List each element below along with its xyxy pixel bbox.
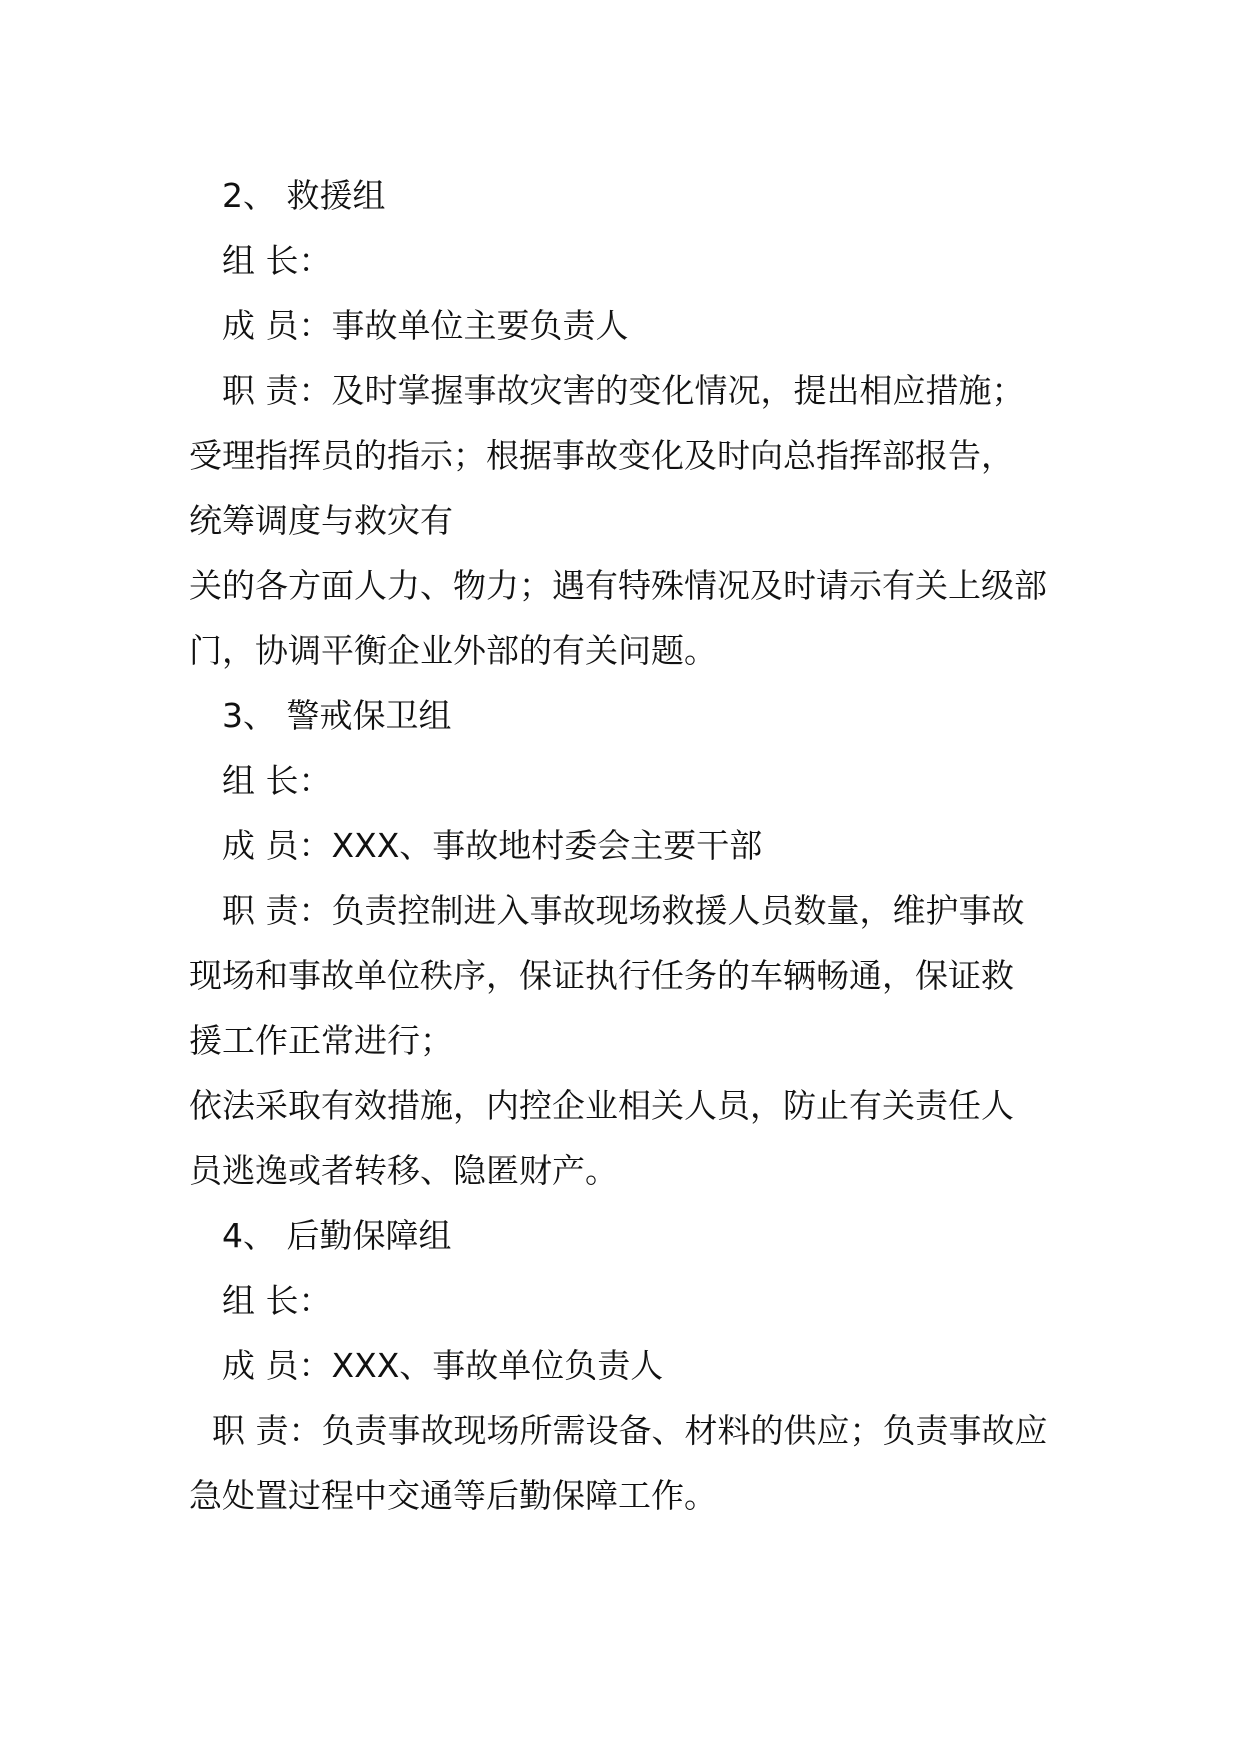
rescue-duties-line: 关的各方面人力、物力；遇有特殊情况及时请示有关上级部 [189, 566, 1047, 605]
security-duties-line: 员逃逸或者转移、隐匿财产。 [189, 1151, 618, 1190]
security-duties-line: 依法采取有效措施，内控企业相关人员，防止有关责任人 [189, 1086, 1014, 1125]
rescue-duties-line: 职 责：及时掌握事故灾害的变化情况，提出相应措施； [222, 371, 1025, 410]
section-heading-logistics: 4、 后勤保障组 [222, 1216, 452, 1255]
rescue-duties-line: 受理指挥员的指示；根据事故变化及时向总指挥部报告， [189, 436, 1014, 475]
rescue-members: 成 员：事故单位主要负责人 [222, 306, 629, 345]
section-heading-rescue: 2、 救援组 [222, 176, 386, 215]
security-duties-line: 职 责：负责控制进入事故现场救援人员数量，维护事故 [222, 891, 1025, 930]
rescue-leader: 组 长： [222, 241, 332, 280]
security-duties-line: 援工作正常进行； [189, 1021, 453, 1060]
security-leader: 组 长： [222, 761, 332, 800]
security-members: 成 员：XXX、事故地村委会主要干部 [222, 826, 763, 865]
rescue-duties-line: 统筹调度与救灾有 [189, 501, 453, 540]
logistics-members: 成 员：XXX、事故单位负责人 [222, 1346, 664, 1385]
logistics-duties-line: 急处置过程中交通等后勤保障工作。 [189, 1476, 717, 1515]
security-duties-line: 现场和事故单位秩序，保证执行任务的车辆畅通，保证救 [189, 956, 1014, 995]
logistics-leader: 组 长： [222, 1281, 332, 1320]
section-heading-security: 3、 警戒保卫组 [222, 696, 452, 735]
logistics-duties-line: 职 责：负责事故现场所需设备、材料的供应；负责事故应 [212, 1411, 1048, 1450]
rescue-duties-line: 门，协调平衡企业外部的有关问题。 [189, 631, 717, 670]
